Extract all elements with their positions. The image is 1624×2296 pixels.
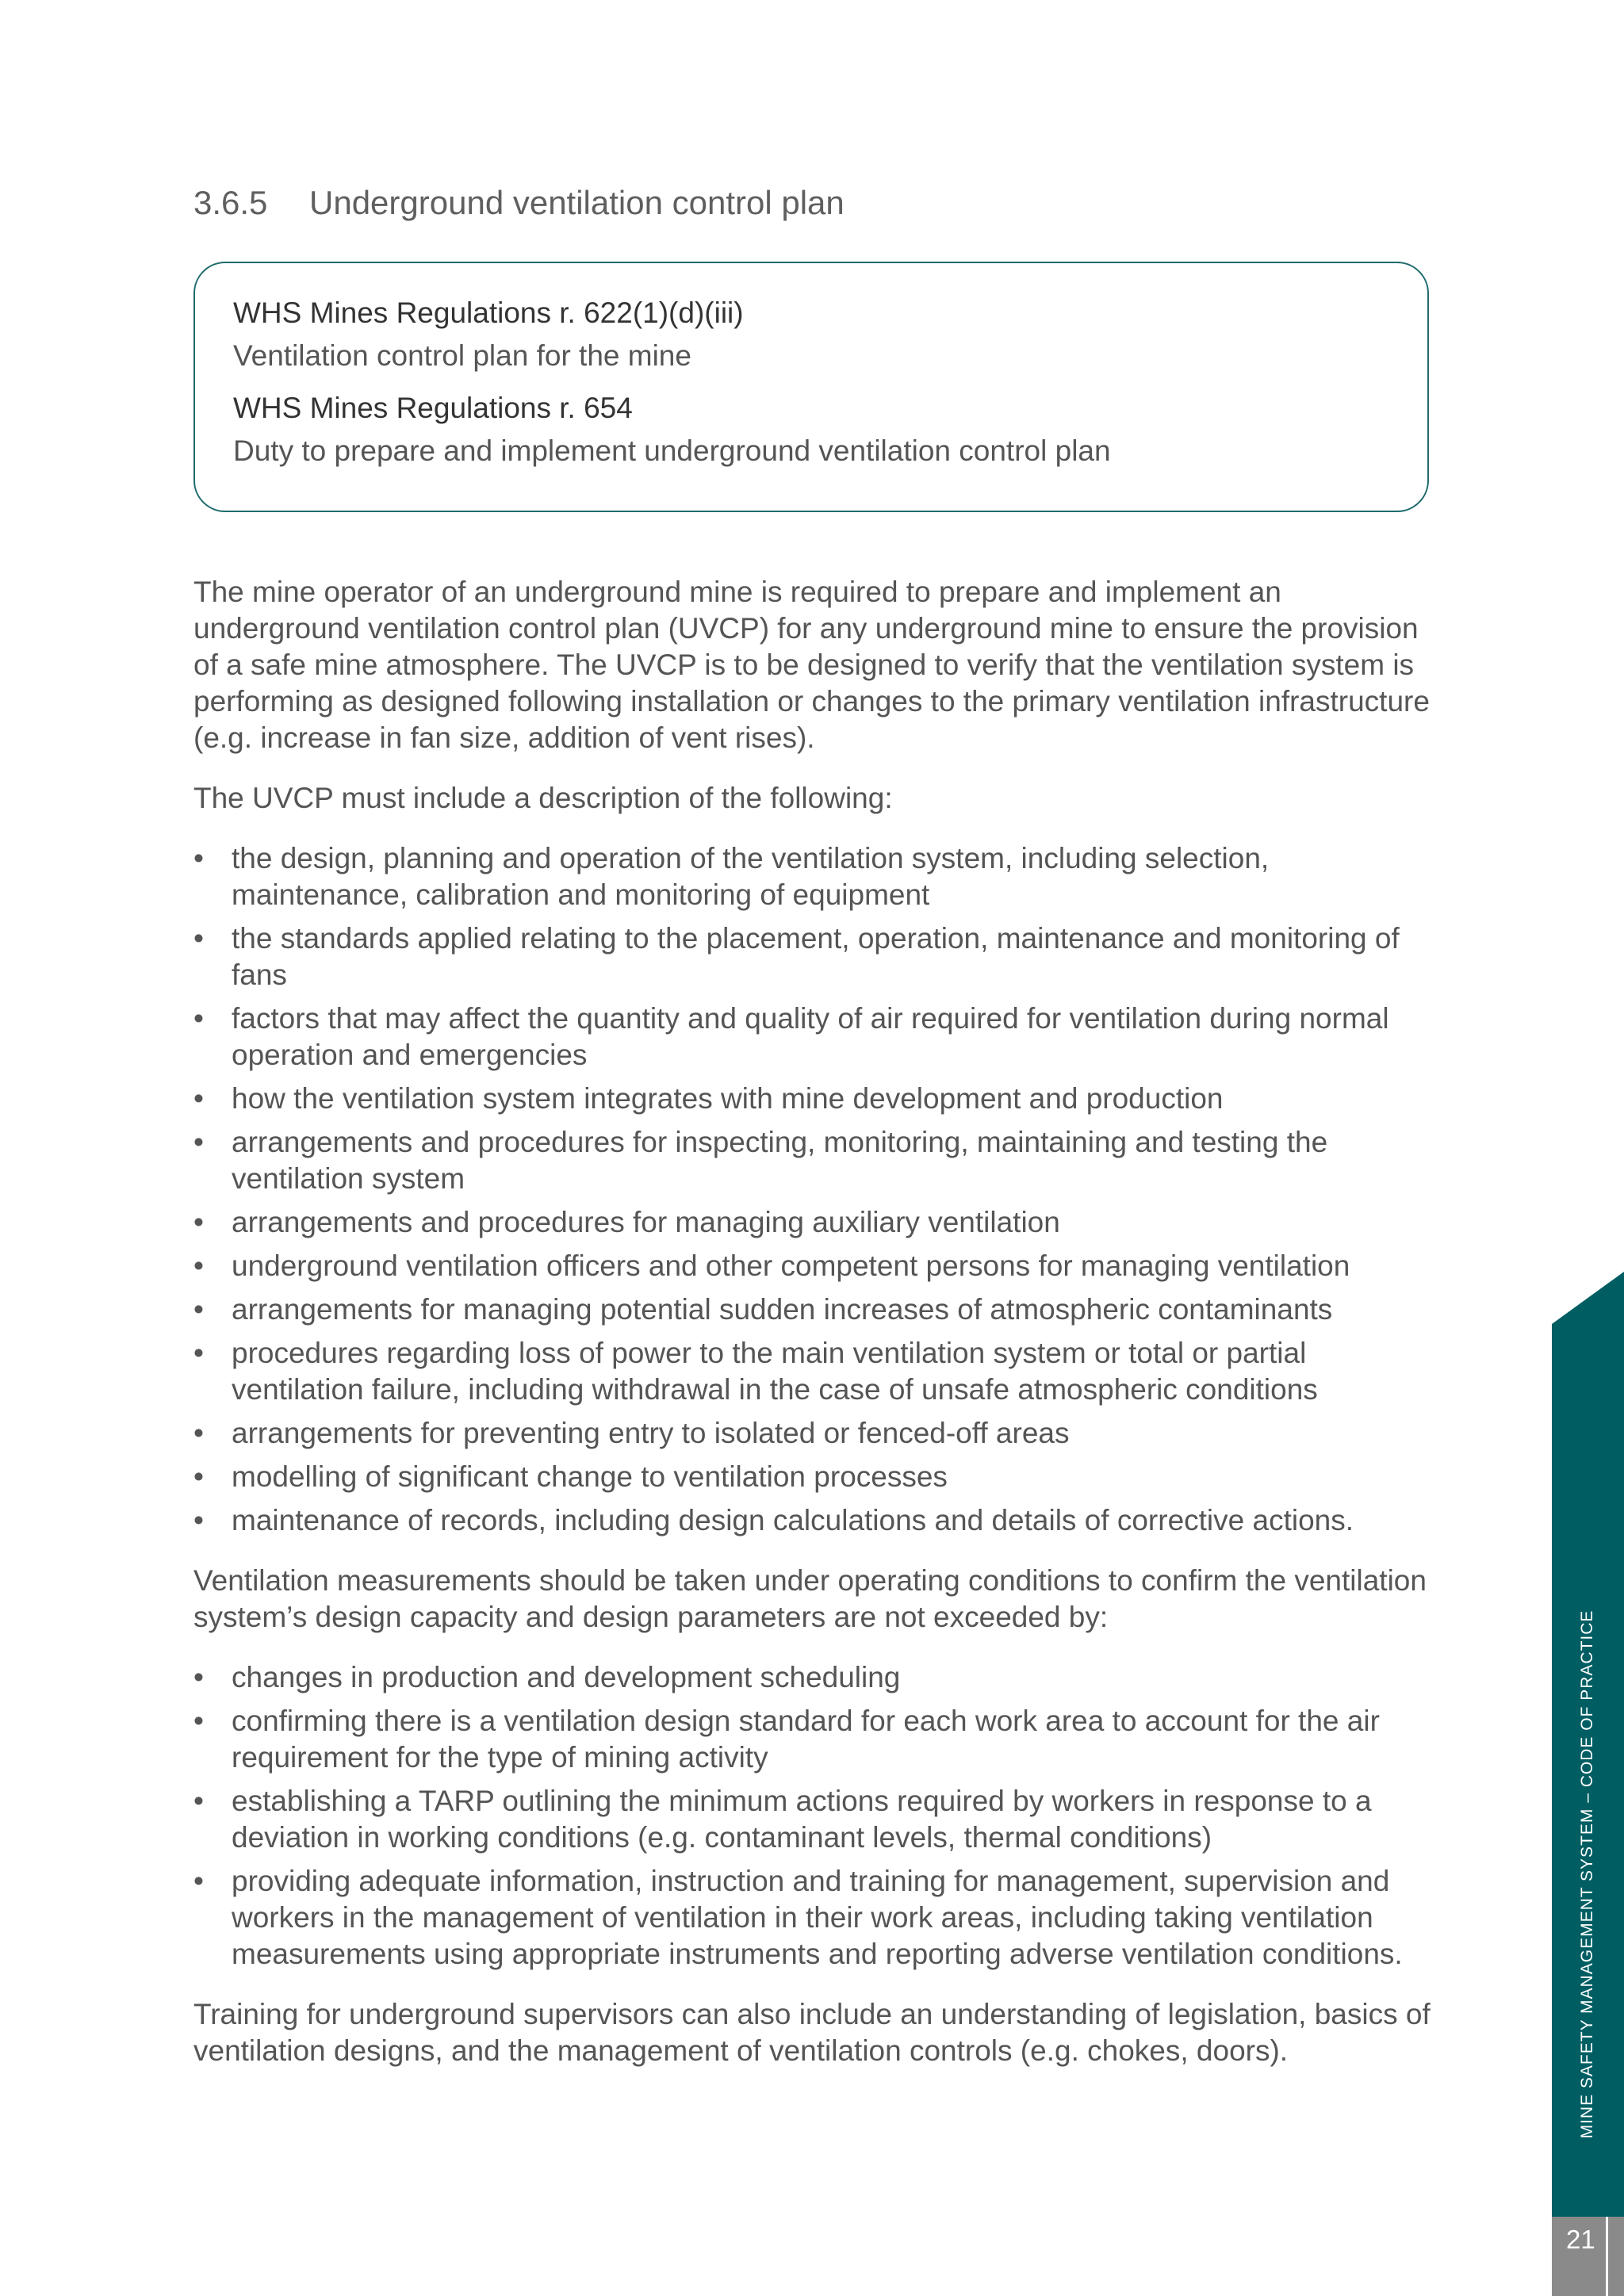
list-item-text: how the ventilation system integrates with mine development and production [232, 1082, 1224, 1115]
bullet-icon: • [193, 1206, 204, 1238]
list-item [193, 1248, 1431, 1284]
list-item [193, 920, 1431, 993]
bullet-icon: • [193, 1504, 204, 1536]
body-paragraph: Training for underground supervisors can also include an understanding of legislation, basics of ventilation designs, and the management of ventilation controls (e.g. chokes, doors). [193, 1998, 1431, 2067]
list-item [193, 1001, 1431, 1073]
list-item [193, 1502, 1431, 1539]
regulation-entry [233, 390, 1389, 469]
list-item-text: confirming there is a ventilation design standard for each work area to account for the air requirement for the type of mining activity [232, 1705, 1380, 1774]
list-item-text: arrangements for preventing entry to isolated or fenced-off areas [232, 1417, 1070, 1449]
bullet-icon: • [193, 922, 204, 955]
bullet-icon: • [193, 1249, 204, 1282]
section-heading [193, 184, 845, 222]
list-item-text: arrangements and procedures for inspecting, monitoring, maintaining and testing the ventilation system [232, 1126, 1328, 1195]
bullet-icon: • [193, 842, 204, 874]
list-item-text: the design, planning and operation of the ventilation system, including selection, maintenance, calibration and monitoring of equipment [232, 842, 1270, 911]
list-item-text: underground ventilation officers and other competent persons for managing ventilation [232, 1249, 1350, 1282]
list-item-text: modelling of significant change to ventilation processes [232, 1460, 948, 1493]
list-item [193, 1783, 1431, 1856]
ventilation-measurements-list [193, 1659, 1431, 1973]
list-item [193, 840, 1431, 913]
body-paragraph: The mine operator of an underground mine is required to prepare and implement an underground ventilation control plan (UVCP) for any underground mine to ensure the provision of a safe mine atmosphere. The UVCP is to be designed to verify that the ventilation system is performing as designed following installation or changes to the primary ventilation infrastructure (e.g. increase in fan size, addition of vent rises). [193, 576, 1430, 754]
bullet-icon: • [193, 1293, 204, 1326]
regulation-title: WHS Mines Regulations r. 654 [233, 392, 633, 424]
regulation-description: Duty to prepare and implement underground ventilation control plan [233, 434, 1111, 467]
bullet-icon: • [193, 1337, 204, 1369]
regulation-entry [233, 295, 1389, 374]
list-item-text: maintenance of records, including design calculations and details of corrective actions. [232, 1504, 1354, 1536]
list-item-text: providing adequate information, instruction and training for management, supervision and workers in the management of ventilation in their work areas, including taking ventilation measurements using appropriate instruments and reporting adverse ventilation conditions. [232, 1865, 1403, 1970]
list-item-text: procedures regarding loss of power to the main ventilation system or total or partial ventilation failure, including withdrawal in the case of unsafe atmospheric conditions [232, 1337, 1318, 1406]
bullet-icon: • [193, 1126, 204, 1158]
list-item-text: the standards applied relating to the placement, operation, maintenance and monitoring of fans [232, 922, 1400, 991]
regulation-title: WHS Mines Regulations r. 622(1)(d)(iii) [233, 297, 744, 329]
list-item [193, 1703, 1431, 1776]
list-item-text: changes in production and development scheduling [232, 1661, 901, 1693]
list-item [193, 1863, 1431, 1973]
body-content [193, 574, 1431, 2093]
list-item-text: arrangements and procedures for managing auxiliary ventilation [232, 1206, 1060, 1238]
bullet-icon: • [193, 1865, 204, 1897]
list-item-text: factors that may affect the quantity and quality of air required for ventilation during normal operation and emergencies [232, 1002, 1389, 1071]
bullet-icon: • [193, 1002, 204, 1035]
bullet-icon: • [193, 1705, 204, 1737]
uvcp-requirements-list [193, 840, 1431, 1539]
body-paragraph: The UVCP must include a description of the following: [193, 782, 893, 814]
list-item [193, 1459, 1431, 1495]
body-paragraph: Ventilation measurements should be taken under operating conditions to confirm the ventilation system’s design capacity and design parameters are not exceeded by: [193, 1564, 1427, 1633]
regulations-callout-box [193, 262, 1429, 512]
section-title: Underground ventilation control plan [309, 184, 845, 221]
bullet-icon: • [193, 1661, 204, 1693]
list-item [193, 1335, 1431, 1408]
bullet-icon: • [193, 1417, 204, 1449]
page-number-divider [1606, 2217, 1608, 2296]
bullet-icon: • [193, 1785, 204, 1817]
list-item [193, 1124, 1431, 1197]
bullet-icon: • [193, 1460, 204, 1493]
list-item [193, 1204, 1431, 1241]
list-item [193, 1081, 1431, 1117]
list-item-text: establishing a TARP outlining the minimum actions required by workers in response to a deviation in working conditions (e.g. contaminant levels, thermal conditions) [232, 1785, 1372, 1854]
list-item [193, 1659, 1431, 1696]
list-item [193, 1415, 1431, 1452]
section-number: 3.6.5 [193, 184, 268, 221]
page-number: 21 [1566, 2225, 1595, 2254]
list-item-text: arrangements for managing potential sudden increases of atmospheric contaminants [232, 1293, 1333, 1326]
side-tab-label: MINE SAFETY MANAGEMENT SYSTEM – CODE OF PRACTICE [1578, 1609, 1596, 2139]
regulation-description: Ventilation control plan for the mine [233, 339, 691, 372]
list-item [193, 1292, 1431, 1328]
bullet-icon: • [193, 1082, 204, 1115]
